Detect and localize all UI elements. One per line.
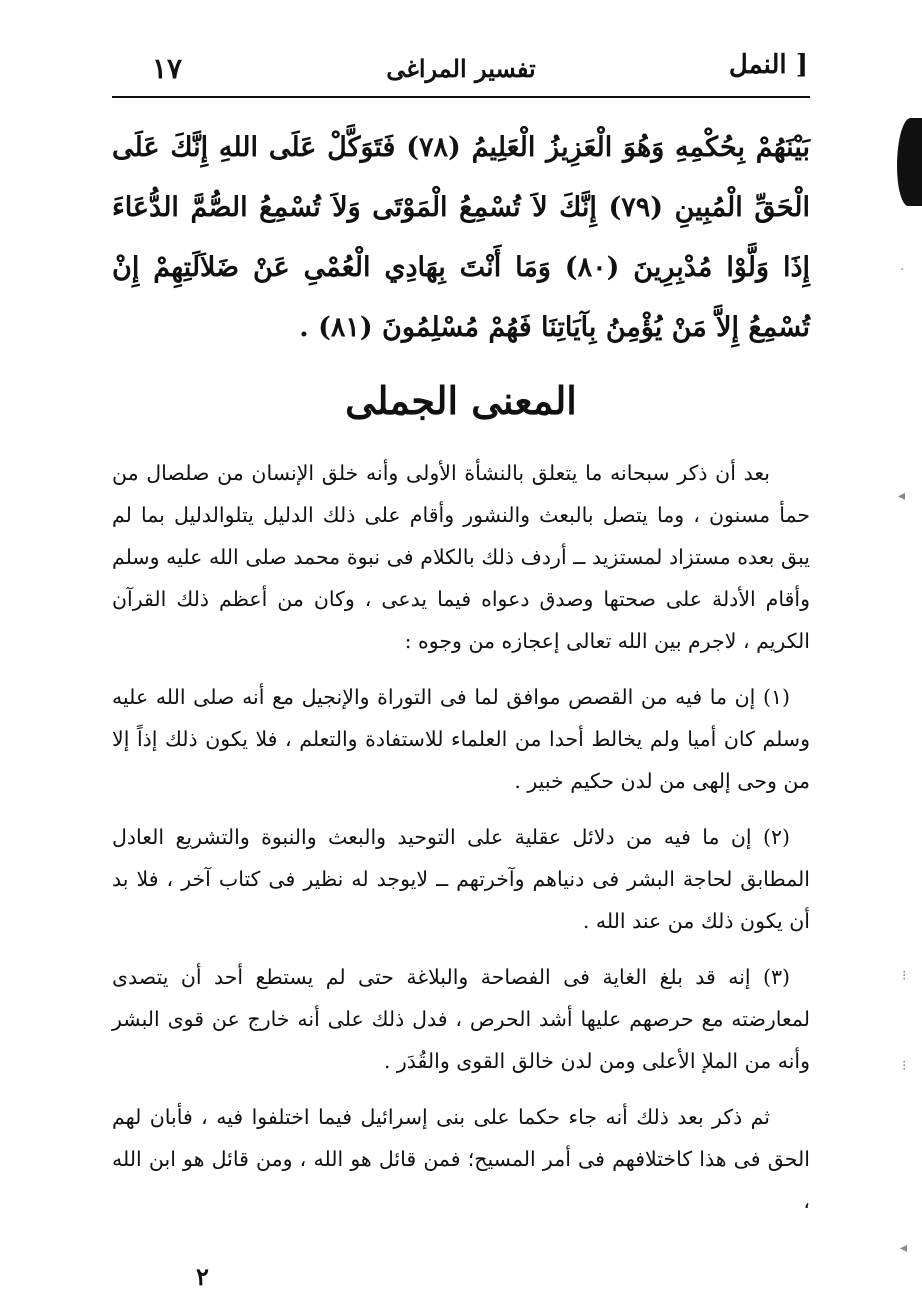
paragraph-closing: ثم ذكر بعد ذلك أنه جاء حكما على بنى إسرائيل فيما اختلفوا فيه ، فأبان لهم الحق فى هذا كاختلافهم فى أمر المسيح؛ فمن قائل هو الله ، ومن قائل هو ابن الله ، <box>112 1105 810 1213</box>
book-title: تفسير المراغى <box>386 54 536 83</box>
margin-speck: · <box>900 262 905 278</box>
margin-speck: ◂ <box>900 1240 908 1256</box>
ink-blot <box>897 118 922 206</box>
chapter-name: النمل ] <box>728 50 808 80</box>
paragraph-intro: بعد أن ذكر سبحانه ما يتعلق بالنشأة الأولى وأنه خلق الإنسان من صلصال من حمأ مسنون ، وما يتصل بالبعث والنشور وأقام على ذلك الدليل يتلوالدليل بما لم يبق بعده مستزاد لمستزيد ــ أردف ذلك بالكلام فى نبوة محمد صلى الله عليه وسلم وأقام الأدلة على صحتها وصدق دعواه فيما يدعى ، وكان من أعظم ذلك القرآن الكريم ، لاجرم بين الله تعالى إعجازه من وجوه : <box>112 461 810 653</box>
margin-speck: ◂ <box>898 488 906 504</box>
signature-mark: ٢ <box>196 1262 209 1291</box>
quran-verses: بَيْنَهُمْ بِحُكْمِهِ وَهُوَ الْعَزِيزُ الْعَلِيمُ (٧٨) فَتَوَكَّلْ عَلَى اللهِ إِنَّكَ عَلَى الْحَقِّ الْمُبِينِ (٧٩) إِنَّكَ لاَ تُسْمِعُ الْمَوْتَى وَلاَ تُسْمِعُ الصُّمَّ الدُّعَاءَ إِذَا وَلَّوْا مُدْبِرِينَ (٨٠) وَمَا أَنْتَ بِهَادِي الْعُمْىِ عَنْ ضَلاَلَتِهِمْ إِنْ تُسْمِعُ إِلاَّ مَنْ يُؤْمِنُ بِآيَاتِنَا فَهُمْ مُسْلِمُونَ (٨١) . <box>112 132 811 343</box>
paragraph-point-1: (١) إن ما فيه من القصص موافق لما فى التوراة والإنجيل مع أنه صلى الله عليه وسلم كان أميا ولم يخالط أحدا من العلماء للاستفادة والتعلم ، فلا يكون ذلك إذاً إلا من وحى إلهى من لدن حكيم خبير . <box>112 685 810 793</box>
page-header <box>112 46 810 98</box>
paragraph-point-2: (٢) إن ما فيه من دلائل عقلية على التوحيد والبعث والنبوة والتشريع العادل المطابق لحاجة البشر فى دنياهم وآخرتهم ــ لايوجد له نظير فى كتاب آخر ، فلا بد أن يكون ذلك من عند الله . <box>112 825 810 933</box>
page-number: ١٧ <box>152 52 183 85</box>
margin-speck: ⁝ <box>902 968 907 984</box>
body-text <box>112 452 810 1236</box>
margin-speck: ⁝ <box>902 1058 907 1074</box>
section-title: المعنى الجملى <box>345 378 577 423</box>
paragraph-point-3: (٣) إنه قد بلغ الغاية فى الفصاحة والبلاغة حتى لم يستطع أحد أن يتصدى لمعارضته مع حرصهم عليها أشد الحرص ، فدل ذلك على أنه خارج عن قوى البشر وأنه من الملإ الأعلى ومن لدن خالق القوى والقُدَر . <box>112 965 810 1073</box>
